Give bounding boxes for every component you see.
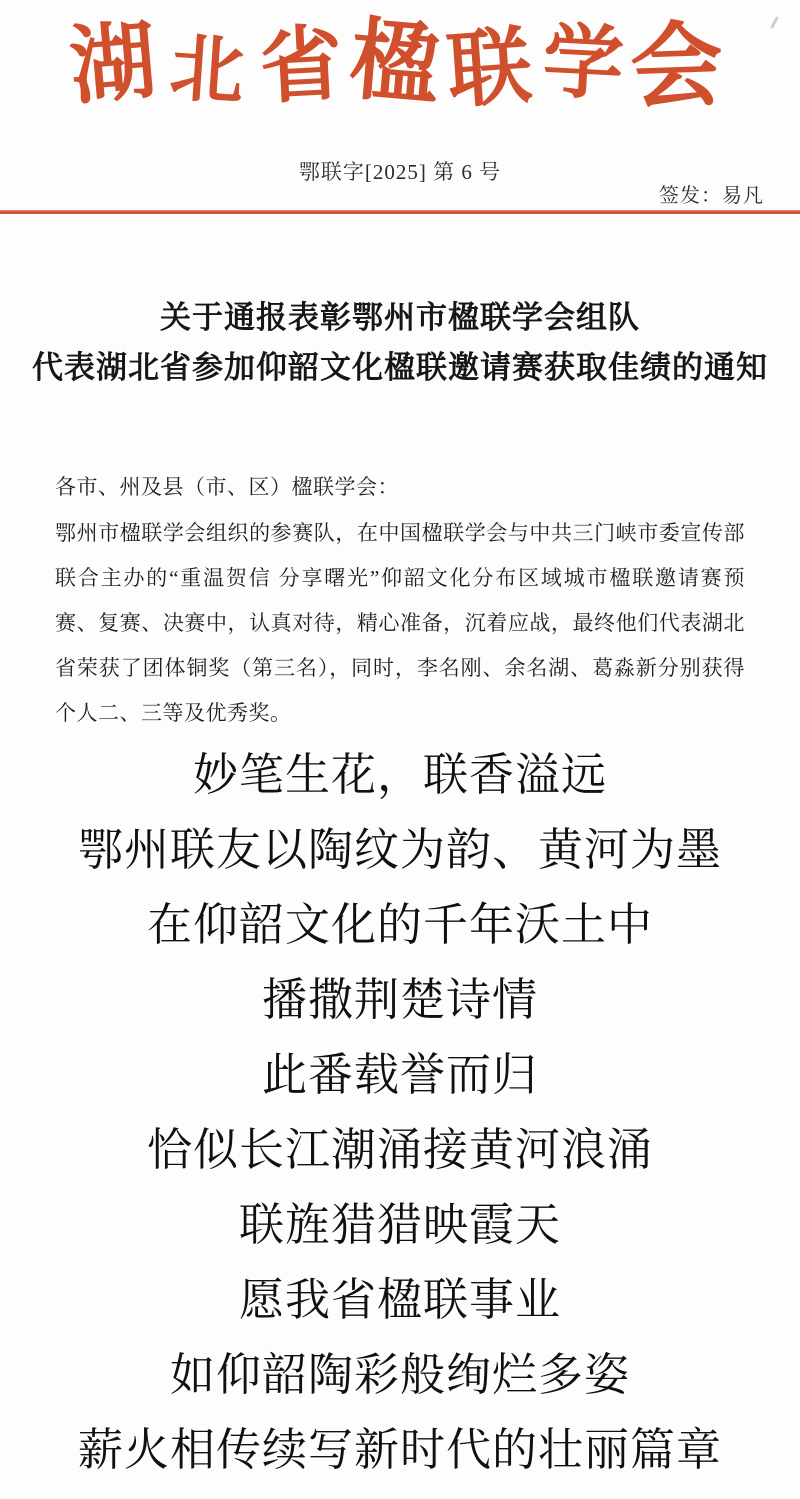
calligraphy-char: 楹 xyxy=(345,5,455,120)
notice-title xyxy=(0,293,800,393)
calligraphy-char: 湖 xyxy=(65,8,171,117)
calligraphy-char: 学 xyxy=(540,12,636,113)
poem-line: 联旌猎猎映霞天 xyxy=(238,1199,561,1250)
calligraphy-char: 联 xyxy=(443,14,545,121)
masthead-calligraphy-title xyxy=(0,4,800,122)
document-number: 鄂联字[2025] 第 6 号 xyxy=(298,160,502,184)
poem-line: 薪火相传续写新时代的壮丽篇章 xyxy=(77,1424,722,1475)
poem-line: 妙笔生花，联香溢远 xyxy=(192,749,607,800)
salutation: 各市、州及县（市、区）楹联学会： xyxy=(55,475,399,499)
red-divider-line xyxy=(0,210,800,214)
poem-line: 播撒荆楚诗情 xyxy=(261,974,538,1025)
poem-line: 如仰韶陶彩般绚烂多姿 xyxy=(169,1349,630,1400)
poem-line: 在仰韶文化的千年沃土中 xyxy=(146,899,653,950)
commendation-verse xyxy=(0,737,800,1487)
notice-title-line2: 代表湖北省参加仰韶文化楹联邀请赛获取佳绩的通知 xyxy=(32,350,768,385)
issuer-label: 签发：易凡 xyxy=(659,185,764,207)
calligraphy-char: 北 xyxy=(167,23,256,116)
calligraphy-char: 省 xyxy=(257,13,355,116)
poem-line: 此番载誉而归 xyxy=(261,1049,538,1100)
body-paragraph: 鄂州市楹联学会组织的参赛队，在中国楹联学会与中共三门峡市委宣传部联合主办的“重温贺信 分享曙光”仰韶文化分布区域城市楹联邀请赛预赛、复赛、决赛中，认真对待，精心准备，沉着应战，最终他们代表湖北省荣获了团体铜奖（第三名），同时，李名刚、余名湖、葛淼新分别获得个人二、三等及优秀奖。 xyxy=(55,521,745,725)
poem-line: 愿我省楹联事业 xyxy=(238,1274,561,1325)
poem-line: 恰似长江潮涌接黄河浪涌 xyxy=(146,1124,653,1175)
calligraphy-char: 会 xyxy=(628,9,736,122)
notice-title-line1: 关于通报表彰鄂州市楹联学会组队 xyxy=(160,300,640,335)
poem-line: 鄂州联友以陶纹为韵、黄河为墨 xyxy=(77,824,722,875)
